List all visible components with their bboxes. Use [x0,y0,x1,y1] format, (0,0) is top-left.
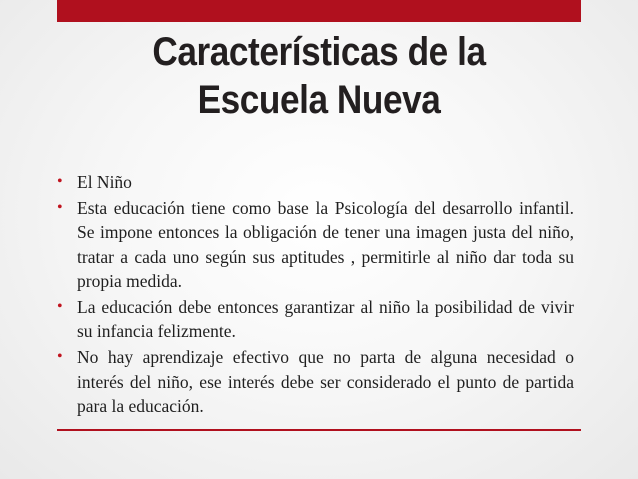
bottom-divider [57,429,581,431]
bullet-text: El Niño [77,172,132,192]
slide-title [88,28,549,124]
bullet-text: Esta educación tiene como base la Psicología del desarrollo infantil. Se impone entonces la obligación de tener una imagen justa del niño, tratar a cada uno según sus aptitudes , permitirle al niño dar toda su propia medida. [77,197,574,292]
bullet-icon: • [57,348,63,366]
top-accent-bar [57,0,581,22]
bullet-item [57,196,574,294]
bullet-icon: • [57,298,63,316]
bullet-icon: • [57,198,63,216]
bullet-item [57,345,574,418]
bullet-item [57,170,574,194]
bullet-icon: • [57,173,63,190]
bullet-item [57,295,574,344]
bullet-list [57,170,574,420]
slide-title-line-1: Características de la [152,30,486,74]
bullet-text: La educación debe entonces garantizar al niño la posibilidad de vivir su infancia felizmente. [77,297,574,342]
slide-title-line-2: Escuela Nueva [197,78,441,122]
bullet-text: No hay aprendizaje efectivo que no parta de alguna necesidad o interés del niño, ese interés debe ser considerado el punto de partida para la educación. [77,347,574,417]
